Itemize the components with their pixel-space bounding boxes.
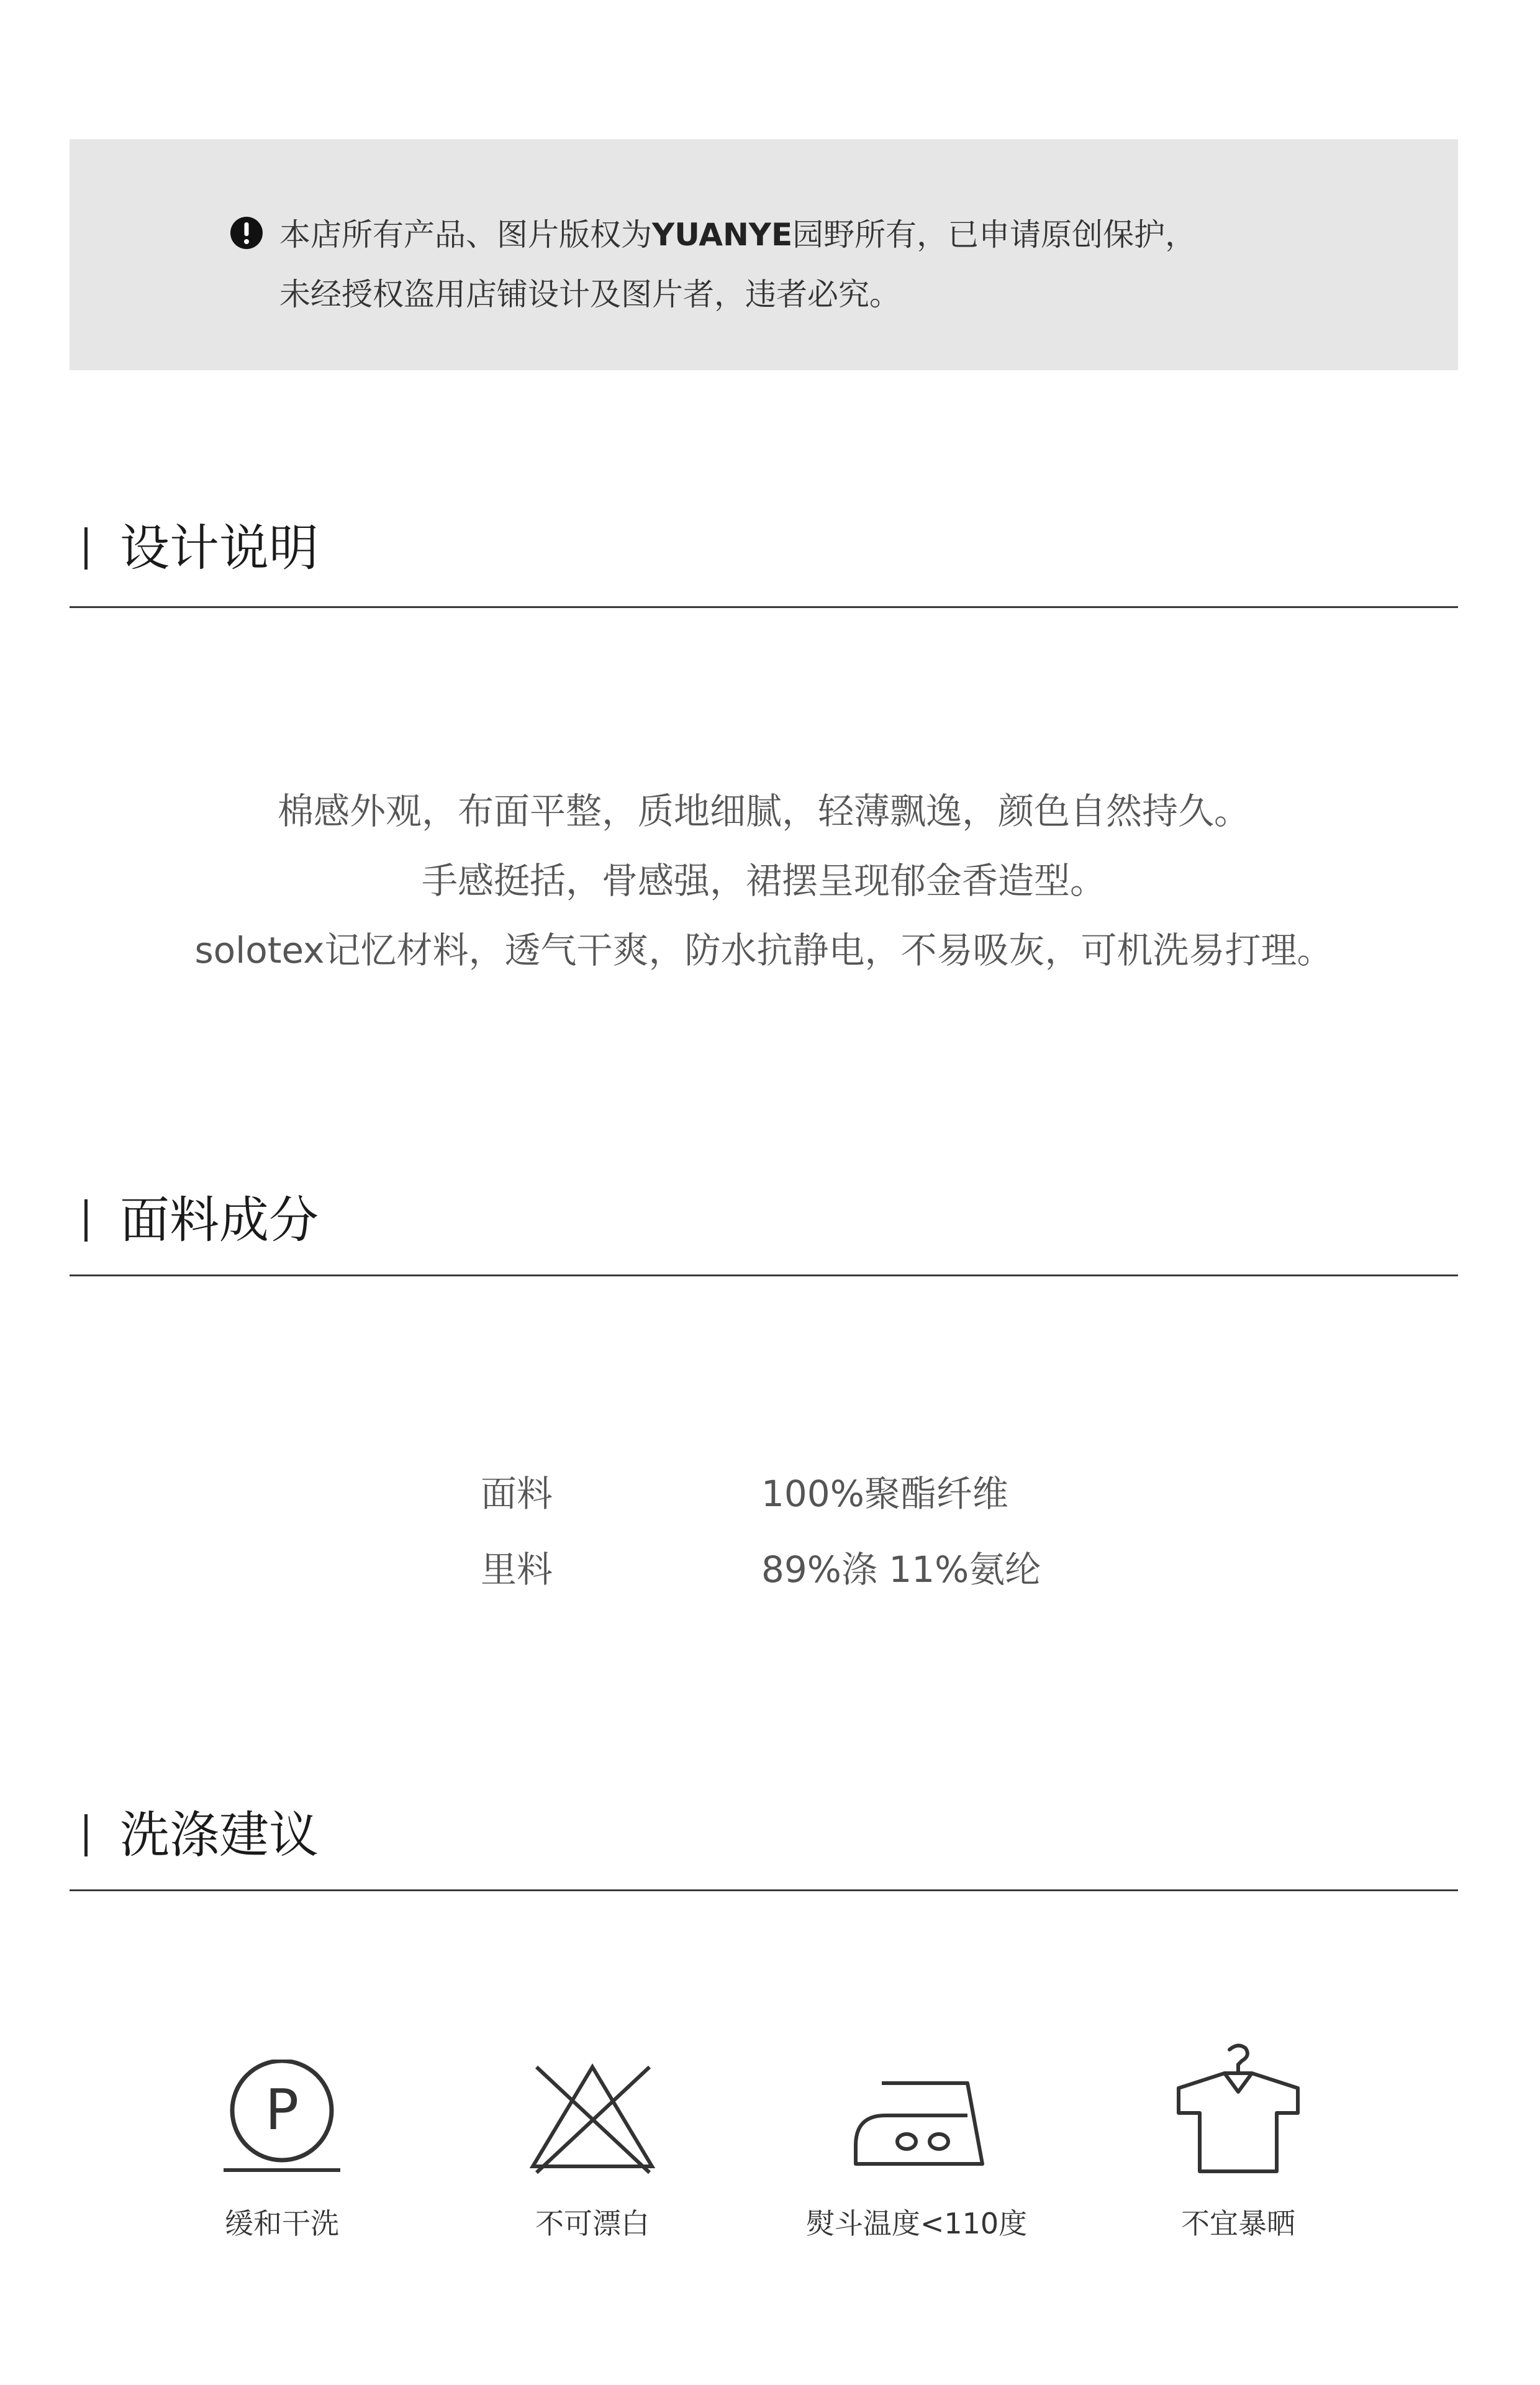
- iron-two-dots-icon: [849, 2077, 990, 2169]
- care-label: 不宜暴晒: [1181, 2207, 1295, 2240]
- section-divider: [70, 606, 1458, 608]
- section-title-design: [84, 514, 319, 583]
- design-description: [70, 776, 1458, 985]
- fabric-row: [481, 1542, 1226, 1617]
- section-title-fabric-text: 面料成分: [120, 1191, 319, 1249]
- fabric-key: 里料: [481, 1548, 553, 1591]
- svg-text:P: P: [265, 2078, 299, 2143]
- dry-clean-p-icon: [220, 2060, 344, 2174]
- section-title-design-text: 设计说明: [120, 519, 319, 577]
- care-label: 不可漂白: [535, 2207, 650, 2240]
- notice-line-2: 未经授权盗用店铺设计及图片者，违者必究。: [279, 276, 900, 312]
- section-divider: [70, 1889, 1458, 1891]
- section-title-care: [84, 1801, 319, 1869]
- section-divider: [70, 1274, 1458, 1276]
- section-title-care-text: 洗涤建议: [120, 1806, 319, 1864]
- fabric-value: 89%涤 11%氨纶: [761, 1548, 1041, 1591]
- design-line-3: solotex记忆材料，透气干爽，防水抗静电，不易吸灰，可机洗易打理。: [194, 929, 1333, 971]
- design-line-1: 棉感外观，布面平整，质地细腻，轻薄飘逸，颜色自然持久。: [277, 790, 1250, 832]
- fabric-value: 100%聚酯纤维: [761, 1473, 1008, 1515]
- fabric-table: [481, 1466, 1226, 1617]
- care-label: 缓和干洗: [225, 2207, 339, 2240]
- section-bar: [84, 527, 88, 570]
- no-bleach-icon: [528, 2063, 657, 2175]
- notice-line-1: [279, 205, 1397, 265]
- fabric-key: 面料: [481, 1473, 553, 1515]
- notice-line-1-prefix: 本店所有产品、图片版权为: [279, 217, 652, 253]
- brand-name: YUANYE: [652, 217, 793, 253]
- section-title-fabric: [84, 1186, 319, 1255]
- design-line-2: 手感挺括，骨感强，裙摆呈现郁金香造型。: [421, 860, 1106, 902]
- care-label: 熨斗温度<110度: [805, 2207, 1028, 2240]
- section-bar: [84, 1199, 88, 1242]
- exclamation-circle-icon: [230, 216, 263, 250]
- notice-line-1-suffix: 园野所有，已申请原创保护，: [792, 217, 1197, 253]
- no-sun-dry-shirt-icon: [1172, 2041, 1304, 2174]
- section-bar: [84, 1814, 88, 1856]
- notice-text: [279, 205, 1397, 324]
- fabric-row: [481, 1466, 1226, 1542]
